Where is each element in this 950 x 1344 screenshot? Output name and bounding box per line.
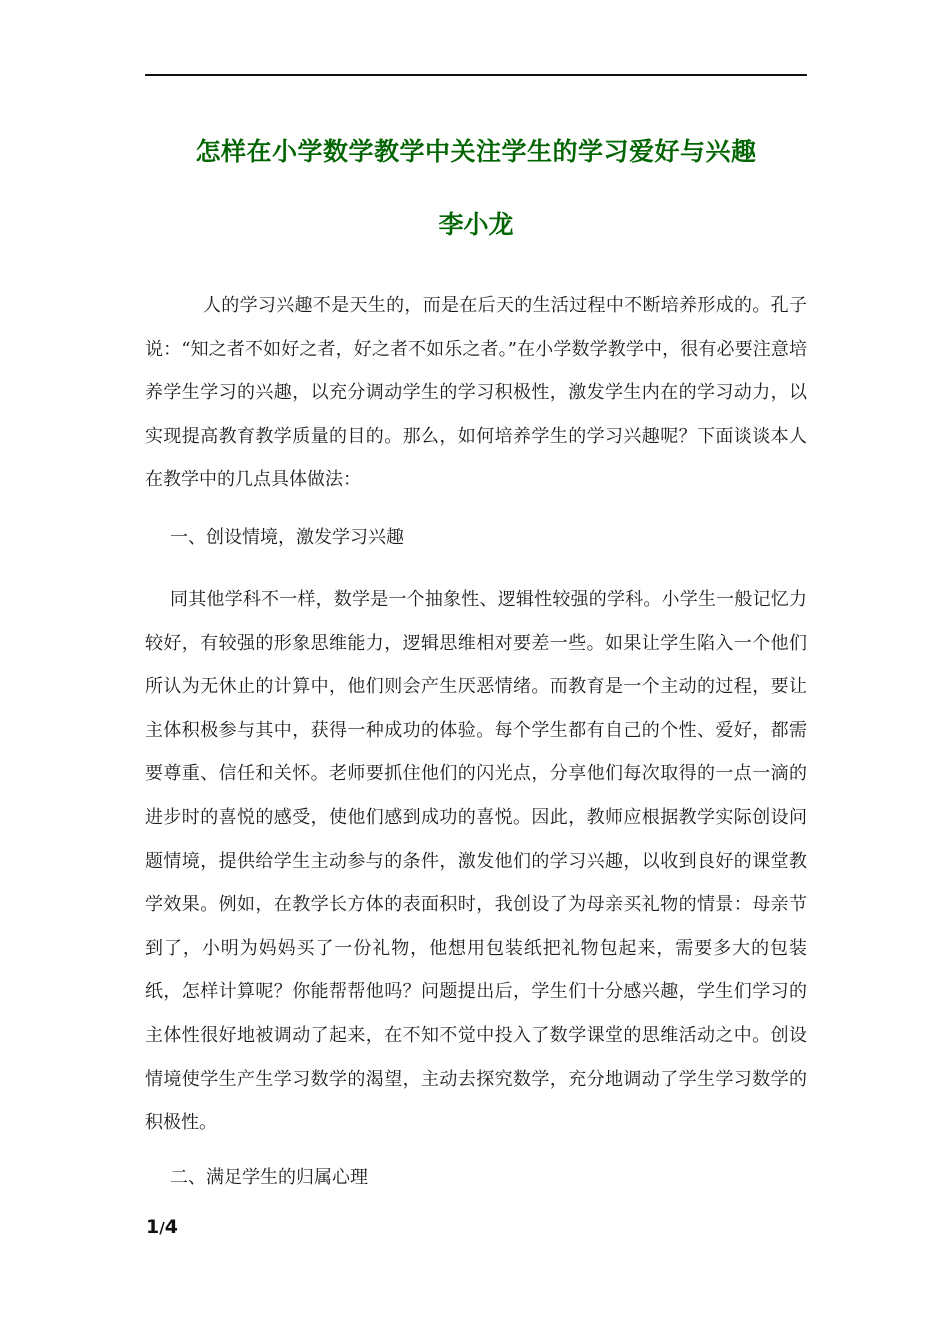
page-separator: / xyxy=(159,1219,165,1237)
intro-paragraph: 人的学习兴趣不是天生的，而是在后天的生活过程中不断培养形成的。孔子说：“知之者不如好之者，好之者不如乐之者。”在小学数学教学中，很有必要注意培养学生学习的兴趣，以充分调动学生的学习积极性，激发学生内在的学习动力，以实现提高教育教学质量的目的。那么，如何培养学生的学习兴趣呢？下面谈谈本人在教学中的几点具体做法： xyxy=(145,295,807,491)
document-title: 怎样在小学数学教学中关注学生的学习爱好与兴趣 xyxy=(195,137,757,166)
author-name: 李小龙 xyxy=(438,210,514,239)
current-page: 1 xyxy=(146,1216,160,1238)
section-heading-1: 一、创设情境，激发学习兴趣 xyxy=(170,527,404,548)
header-rule xyxy=(145,74,807,76)
section-heading-2: 二、满足学生的归属心理 xyxy=(170,1167,368,1188)
total-pages: 4 xyxy=(164,1216,178,1238)
section-body-1: 同其他学科不一样，数学是一个抽象性、逻辑性较强的学科。小学生一般记忆力较好，有较强的形象思维能力，逻辑思维相对要差一些。如果让学生陷入一个他们所认为无休止的计算中，他们则会产生厌恶情绪。而教育是一个主动的过程，要让主体积极参与其中，获得一种成功的体验。每个学生都有自己的个性、爱好，都需要尊重、信任和关怀。老师要抓住他们的闪光点，分享他们每次取得的一点一滴的进步时的喜悦的感受，使他们感到成功的喜悦。因此，教师应根据教学实际创设问题情境，提供给学生主动参与的条件，激发他们的学习兴趣，以收到良好的课堂教学效果。例如，在教学长方体的表面积时，我创设了为母亲买礼物的情景：母亲节到了，小明为妈妈买了一份礼物，他想用包装纸把礼物包起来，需要多大的包装纸，怎样计算呢？你能帮帮他吗？问题提出后，学生们十分感兴趣，学生们学习的主体性很好地被调动了起来，在不知不觉中投入了数学课堂的思维活动之中。创设情境使学生产生学习数学的渴望，主动去探究数学，充分地调动了学生学习数学的积极性。 xyxy=(145,589,807,1134)
page-number xyxy=(146,1216,178,1238)
